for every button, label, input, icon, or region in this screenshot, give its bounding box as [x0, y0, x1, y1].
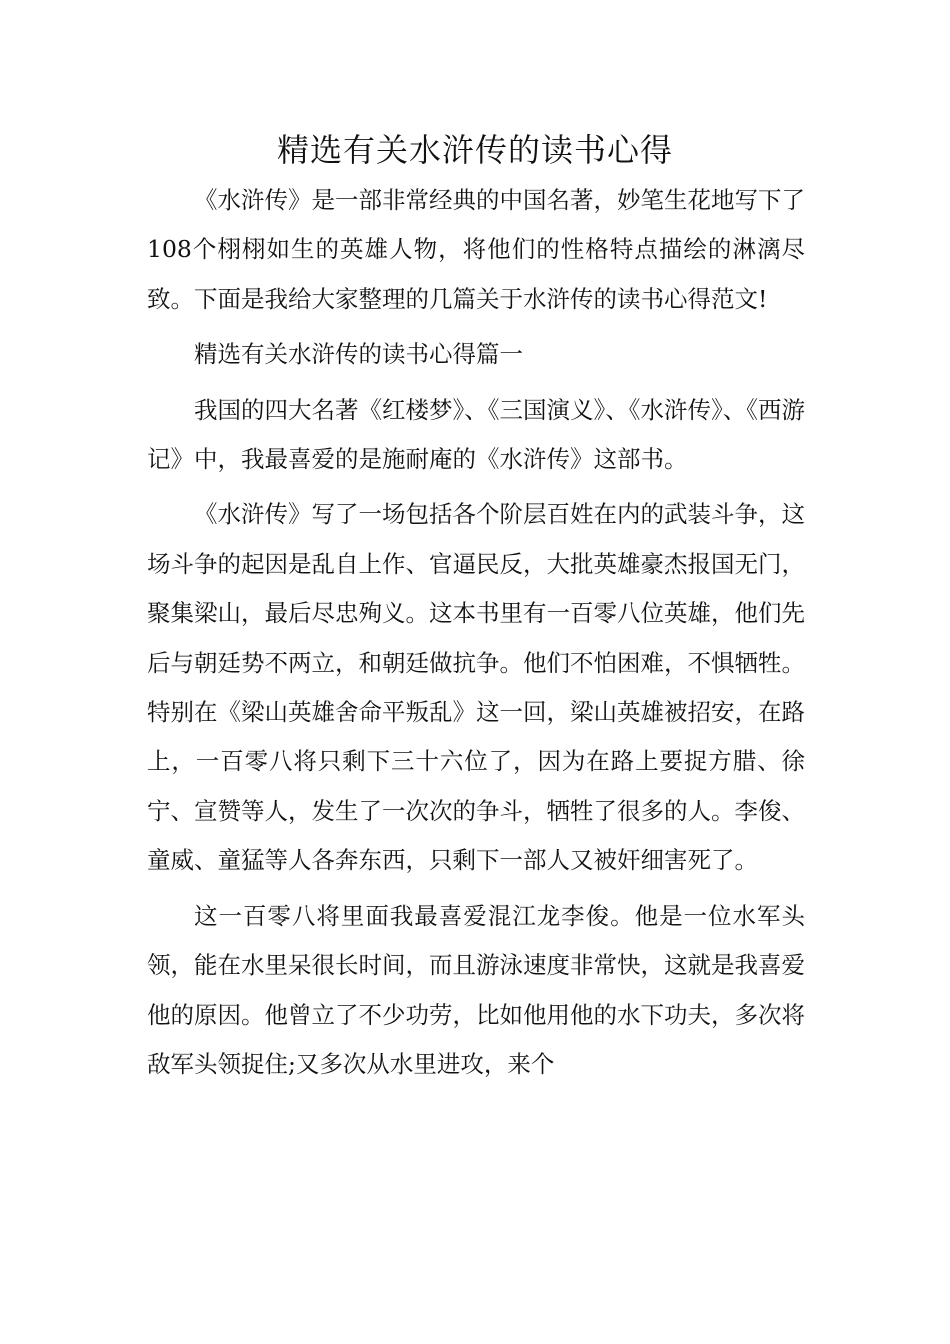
section-heading: 精选有关水浒传的读书心得篇一	[194, 340, 523, 369]
document-body	[147, 176, 805, 1095]
intro-paragraph: 《水浒传》是一部非常经典的中国名著，妙笔生花地写下了108个栩栩如生的英雄人物，将他们的性格特点描绘的淋漓尽致。下面是我给大家整理的几篇关于水浒传的读书心得范文!	[147, 186, 805, 313]
body-paragraph: 《水浒传》写了一场包括各个阶层百姓在内的武装斗争，这场斗争的起因是乱自上作、官逼民反，大批英雄豪杰报国无门，聚集梁山，最后尽忠殉义。这本书里有一百零八位英雄，他们先后与朝廷势不两立，和朝廷做抗争。他们不怕困难，不惧牺牲。特别在《梁山英雄舍命平叛乱》这一回，梁山英雄被招安，在路上，一百零八将只剩下三十六位了，因为在路上要捉方腊、徐宁、宣赞等人，发生了一次次的争斗，牺牲了很多的人。李俊、童威、童猛等人各奔东西，只剩下一部人又被奸细害死了。	[147, 500, 805, 875]
body-paragraph: 这一百零八将里面我最喜爱混江龙李俊。他是一位水军头领，能在水里呆很长时间，而且游泳速度非常快，这就是我喜爱他的原因。他曾立了不少功劳，比如他用他的水下功夫，多次将敌军头领捉住;又多次从水里进攻，来个	[147, 901, 805, 1078]
document-title: 精选有关水浒传的读书心得	[276, 131, 673, 169]
body-paragraph: 我国的四大名著《红楼梦》、《三国演义》、《水浒传》、《西游记》中，我最喜爱的是施耐庵的《水浒传》这部书。	[147, 395, 805, 474]
